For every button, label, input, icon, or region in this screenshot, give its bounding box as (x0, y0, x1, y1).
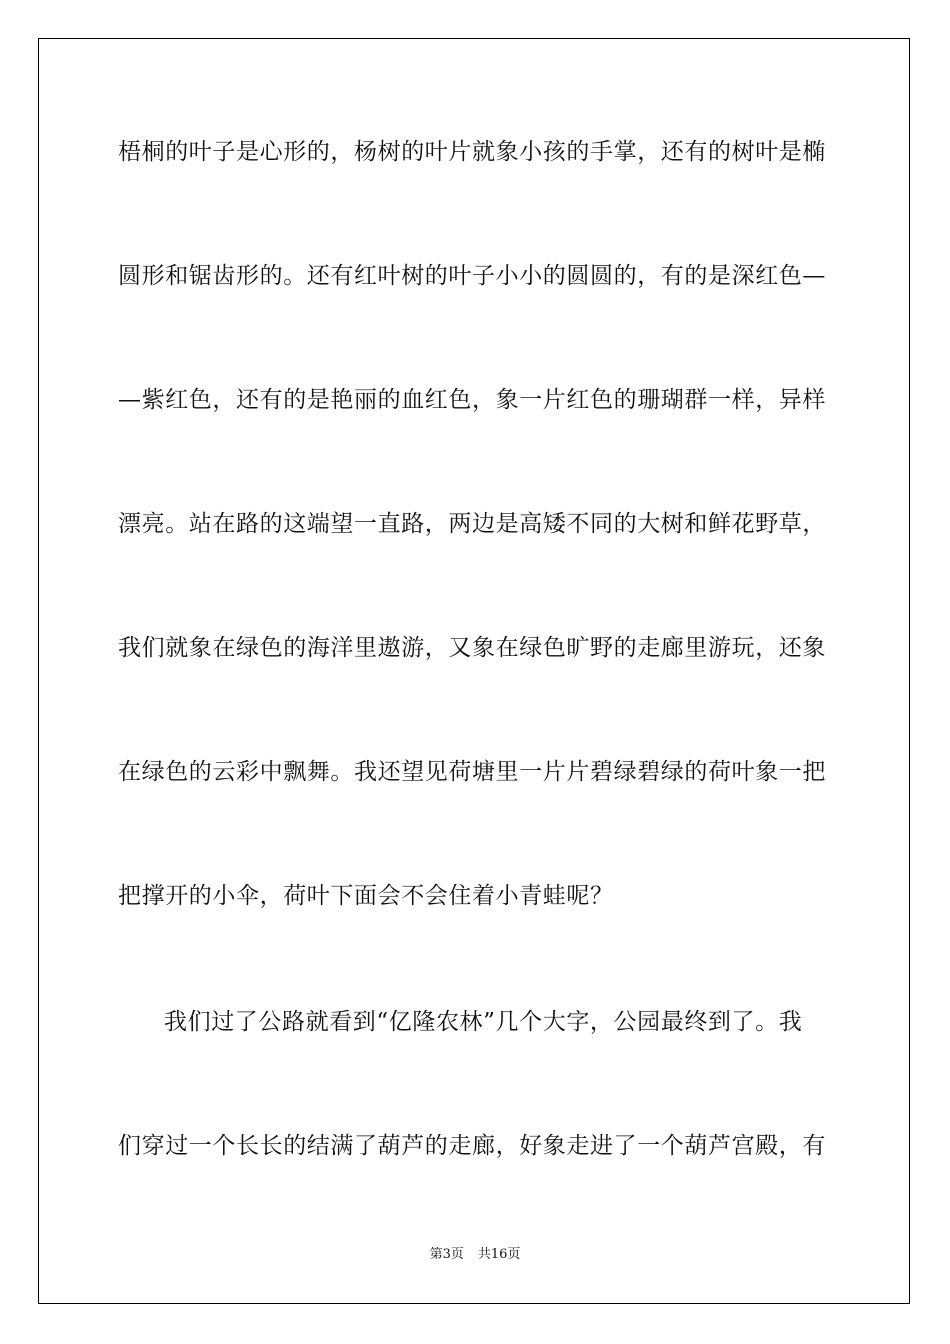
text-line-3: —紫红色，还有的是艳丽的血红色，象一片红色的珊瑚群一样，异样 (118, 387, 826, 413)
page-footer (0, 1246, 950, 1264)
text-line-6: 在绿色的云彩中飘舞。我还望见荷塘里一片片碧绿碧绿的荷叶象一把 (118, 759, 826, 785)
total-pages: 共16页 (477, 1247, 521, 1262)
text-line-5: 我们就象在绿色的海洋里遨游，又象在绿色旷野的走廊里游玩，还象 (118, 635, 826, 661)
text-line-9: 们穿过一个长长的结满了葫芦的走廊，好象走进了一个葫芦宫殿，有 (118, 1133, 826, 1159)
text-line-7: 把撑开的小伞，荷叶下面会不会住着小青蛙呢？ (118, 883, 614, 909)
text-line-4: 漂亮。站在路的这端望一直路，两边是高矮不同的大树和鲜花野草， (118, 511, 826, 537)
text-line-2: 圆形和锯齿形的。还有红叶树的叶子小小的圆圆的，有的是深红色— (118, 263, 826, 289)
page-number: 第3页 (429, 1247, 464, 1262)
page-border (38, 38, 910, 1304)
text-line-8: 我们过了公路就看到“亿隆农林”几个大字，公园最终到了。我 (164, 1009, 803, 1035)
text-line-1: 梧桐的叶子是心形的，杨树的叶片就象小孩的手掌，还有的树叶是椭 (118, 139, 826, 165)
